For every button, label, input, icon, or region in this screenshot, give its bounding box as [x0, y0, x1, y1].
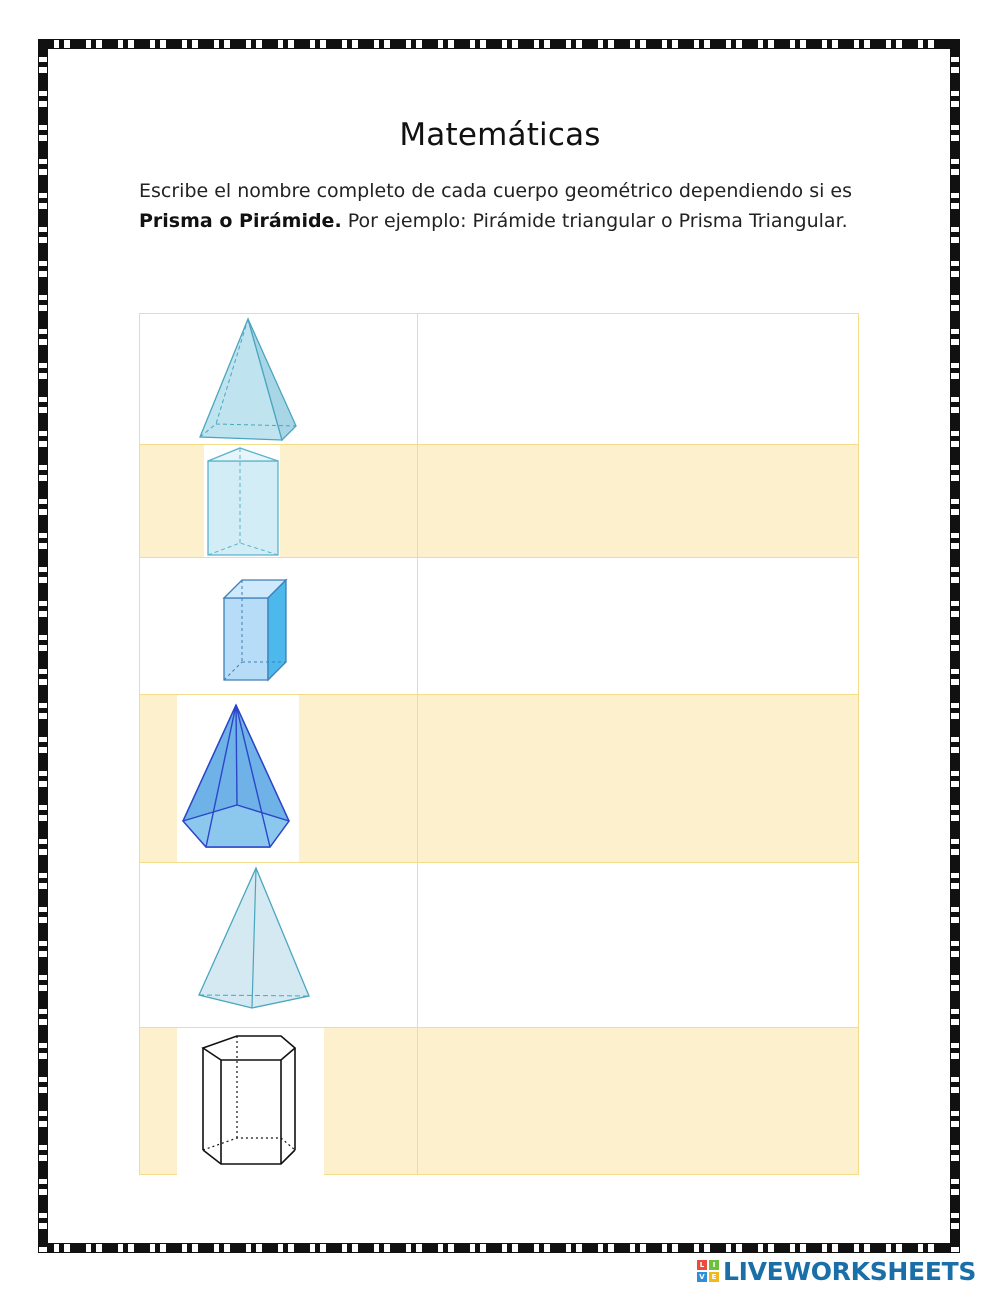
brand-footer — [697, 1256, 997, 1286]
table-row — [140, 314, 858, 445]
column-divider — [417, 314, 418, 1174]
page-title: Matemáticas — [399, 117, 601, 153]
table-row — [140, 863, 858, 1028]
answer-input-4[interactable] — [420, 705, 852, 852]
table-row — [140, 558, 858, 695]
triangular-pyramid-icon — [196, 865, 316, 1015]
triangular-prism-icon — [194, 445, 324, 557]
page-border-right — [950, 39, 960, 1253]
table-row — [140, 1028, 858, 1175]
square-pyramid-icon — [198, 314, 298, 444]
liveworksheets-logo-icon: L I V E — [697, 1260, 719, 1282]
answer-input-6[interactable] — [420, 1038, 852, 1164]
answer-input-1[interactable] — [420, 324, 852, 434]
page-border-top — [38, 39, 960, 49]
answer-input-2[interactable] — [420, 455, 852, 547]
answer-input-3[interactable] — [420, 568, 852, 684]
worksheet-table — [139, 313, 859, 1175]
page-border-left — [38, 39, 48, 1253]
table-row — [140, 445, 858, 558]
instructions — [139, 176, 864, 236]
instructions-text-1: Escribe el nombre completo de cada cuerpo geométrico dependiendo si es — [139, 180, 853, 202]
instructions-text-2: Por ejemplo: Pirámide triangular o Prisma Triangular. — [341, 210, 848, 232]
rectangular-prism-icon — [222, 574, 292, 684]
brand-name: LIVEWORKSHEETS — [723, 1256, 977, 1286]
pentagonal-pyramid-icon — [177, 695, 299, 862]
answer-input-5[interactable] — [420, 873, 852, 1017]
instructions-bold: Prisma o Pirámide. — [139, 210, 342, 232]
table-row — [140, 695, 858, 863]
hexagonal-prism-icon — [177, 1028, 324, 1188]
page-border-bottom — [38, 1243, 960, 1253]
